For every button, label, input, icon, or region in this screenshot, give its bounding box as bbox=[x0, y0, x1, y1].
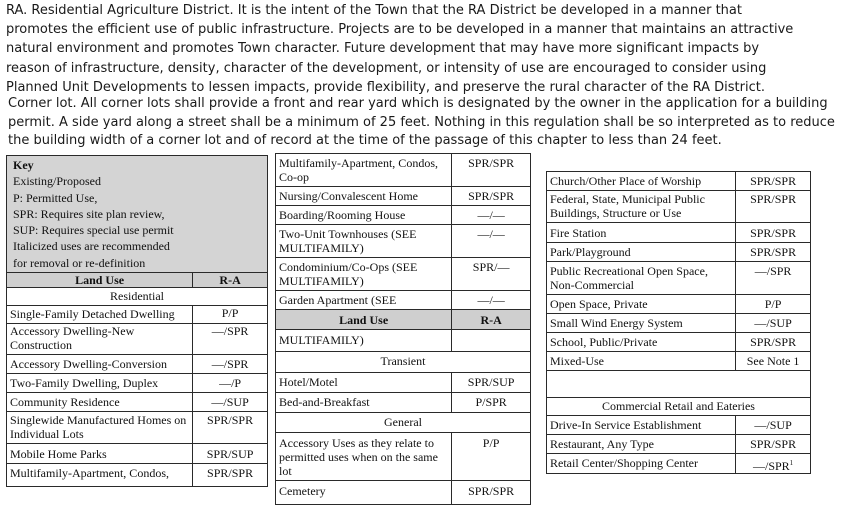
table-row bbox=[276, 433, 531, 481]
use-name-continued: MULTIFAMILY) bbox=[276, 330, 452, 352]
use-name: Park/Playground bbox=[547, 243, 736, 262]
use-value bbox=[736, 454, 811, 474]
table-row bbox=[547, 454, 811, 474]
use-value: See Note 1 bbox=[736, 352, 811, 371]
section-row bbox=[547, 398, 811, 416]
use-name: School, Public/Private bbox=[547, 333, 736, 352]
use-value: SPR/SPR bbox=[452, 187, 531, 206]
table-header-row bbox=[276, 310, 531, 330]
table-row bbox=[547, 435, 811, 454]
table-row bbox=[7, 412, 268, 444]
use-value: —/— bbox=[452, 206, 531, 225]
section-transient: Transient bbox=[276, 352, 531, 373]
use-value: SPR/SPR bbox=[736, 243, 811, 262]
use-value: —/SUP bbox=[193, 393, 268, 412]
use-value: SPR/SPR bbox=[452, 481, 531, 505]
use-value: SPR/SPR bbox=[736, 172, 811, 191]
use-name: Multifamily-Apartment, Condos, Co-op bbox=[276, 154, 452, 187]
use-name: Two-Unit Townhouses (SEE MULTIFAMILY) bbox=[276, 225, 452, 258]
use-value: —/SPR bbox=[193, 324, 268, 355]
use-name: Garden Apartment (SEE bbox=[276, 291, 452, 310]
table-row bbox=[276, 187, 531, 206]
corner-lot-description: Corner lot. All corner lots shall provide a front and rear yard which is designated by the owner in the application for a building permit. A side yard along a street shall be a minimum of 25 feet. Nothing in this regulation shall be so interpreted as to reduce the building width of a corner lot and of record at the time of the passage of this chapter to less than 24 feet. bbox=[8, 96, 835, 148]
use-name: Mobile Home Parks bbox=[7, 444, 193, 464]
table-row bbox=[547, 223, 811, 243]
table-row bbox=[547, 314, 811, 333]
use-name: Drive-In Service Establishment bbox=[547, 416, 736, 435]
table-row bbox=[547, 333, 811, 352]
table-row bbox=[276, 481, 531, 505]
key-line: Existing/Proposed bbox=[13, 174, 102, 189]
use-value: —/SPR bbox=[193, 355, 268, 374]
section-general: General bbox=[276, 413, 531, 433]
table-row bbox=[547, 262, 811, 295]
use-value: SPR/— bbox=[452, 258, 531, 291]
land-use-table-middle bbox=[275, 153, 531, 505]
use-value: —/P bbox=[193, 374, 268, 393]
use-name: Federal, State, Municipal Public Buildings, Structure or Use bbox=[547, 191, 736, 223]
key-line: SPR: Requires site plan review, bbox=[13, 206, 165, 221]
use-value: SPR/SPR bbox=[736, 435, 811, 454]
use-name: Accessory Dwelling-New Construction bbox=[7, 324, 193, 355]
use-name: Bed-and-Breakfast bbox=[276, 393, 452, 413]
footnote-marker: 1 bbox=[789, 459, 794, 467]
table-row bbox=[276, 330, 531, 352]
section-row bbox=[276, 413, 531, 433]
use-name: Condominium/Co-Ops (SEE MULTIFAMILY) bbox=[276, 258, 452, 291]
use-name: Restaurant, Any Type bbox=[547, 435, 736, 454]
district-header: R-A bbox=[452, 310, 531, 330]
key-title: Key bbox=[13, 158, 34, 172]
key-line: for removal or re-definition bbox=[13, 255, 146, 270]
table-row bbox=[276, 291, 531, 310]
section-row bbox=[7, 288, 268, 306]
table-row bbox=[547, 172, 811, 191]
use-value: SPR/SPR bbox=[193, 412, 268, 444]
use-value: —/— bbox=[452, 291, 531, 310]
use-value: —/SPR bbox=[736, 262, 811, 295]
spacer-row bbox=[547, 371, 811, 398]
district-description: RA. Residential Agriculture District. It is the intent of the Town that the RA District be developed in a manner that promotes the efficient use of public infrastructure. Projects are to be developed in a manner that maintains an attractive natural environment and promotes Town character. Future development that may have more significant impacts by reason of infrastructure, density, character of the development, or intensity of use are encouraged to consider using Planned Unit Developments to lessen impacts, provide flexibility, and preserve the rural character of the RA District. bbox=[6, 3, 794, 95]
section-commercial: Commercial Retail and Eateries bbox=[547, 398, 811, 416]
table-row bbox=[7, 324, 268, 355]
table-row bbox=[276, 258, 531, 291]
land-use-table-residential bbox=[6, 155, 268, 487]
table-row bbox=[7, 444, 268, 464]
use-name: Two-Family Dwelling, Duplex bbox=[7, 374, 193, 393]
use-value: SPR/SPR bbox=[736, 333, 811, 352]
use-name: Public Recreational Open Space, Non-Commercial bbox=[547, 262, 736, 295]
key-line: Italicized uses are recommended bbox=[13, 239, 170, 254]
use-value bbox=[452, 330, 531, 352]
use-name: Church/Other Place of Worship bbox=[547, 172, 736, 191]
use-name: Hotel/Motel bbox=[276, 373, 452, 393]
use-name: Boarding/Rooming House bbox=[276, 206, 452, 225]
table-row bbox=[276, 225, 531, 258]
land-use-header: Land Use bbox=[7, 273, 193, 288]
key-line: SUP: Requires special use permit bbox=[13, 223, 174, 238]
table-row bbox=[547, 191, 811, 223]
district-header: R-A bbox=[193, 273, 268, 288]
use-value: —/SUP bbox=[736, 314, 811, 333]
use-value: —/SUP bbox=[736, 416, 811, 435]
use-value: SPR/SPR bbox=[736, 191, 811, 223]
spacer-cell bbox=[547, 371, 736, 398]
use-value: —/— bbox=[452, 225, 531, 258]
use-value: SPR/SUP bbox=[452, 373, 531, 393]
table-row bbox=[547, 295, 811, 314]
use-name: Nursing/Convalescent Home bbox=[276, 187, 452, 206]
use-value: P/SPR bbox=[452, 393, 531, 413]
use-name: Open Space, Private bbox=[547, 295, 736, 314]
use-name: Singlewide Manufactured Homes on Individual Lots bbox=[7, 412, 193, 444]
use-name: Multifamily-Apartment, Condos, bbox=[7, 464, 193, 487]
table-row bbox=[276, 154, 531, 187]
table-row bbox=[7, 393, 268, 412]
use-value: SPR/SUP bbox=[193, 444, 268, 464]
use-value-text: —/SPR bbox=[752, 459, 790, 473]
key-line: P: Permitted Use, bbox=[13, 190, 98, 205]
table-row bbox=[7, 464, 268, 487]
key-block bbox=[7, 156, 268, 273]
land-use-table-right bbox=[546, 171, 811, 474]
use-name: Community Residence bbox=[7, 393, 193, 412]
use-name: Retail Center/Shopping Center bbox=[547, 454, 736, 474]
table-row bbox=[7, 374, 268, 393]
table-row bbox=[547, 352, 811, 371]
section-row bbox=[276, 352, 531, 373]
use-value: SPR/SPR bbox=[193, 464, 268, 487]
land-use-header: Land Use bbox=[276, 310, 452, 330]
use-name: Accessory Dwelling-Conversion bbox=[7, 355, 193, 374]
use-value: P/P bbox=[736, 295, 811, 314]
spacer-cell bbox=[736, 371, 811, 398]
table-row bbox=[547, 243, 811, 262]
use-value: P/P bbox=[452, 433, 531, 481]
use-value: P/P bbox=[193, 306, 268, 324]
use-name: Accessory Uses as they relate to permitted uses when on the same lot bbox=[276, 433, 452, 481]
table-row bbox=[276, 393, 531, 413]
use-name: Single-Family Detached Dwelling bbox=[7, 306, 193, 324]
use-name: Fire Station bbox=[547, 223, 736, 243]
section-residential: Residential bbox=[7, 288, 268, 306]
table-row bbox=[7, 355, 268, 374]
use-name: Cemetery bbox=[276, 481, 452, 505]
use-name: Small Wind Energy System bbox=[547, 314, 736, 333]
table-row bbox=[276, 373, 531, 393]
use-value: SPR/SPR bbox=[736, 223, 811, 243]
use-name: Mixed-Use bbox=[547, 352, 736, 371]
table-row bbox=[276, 206, 531, 225]
table-row bbox=[7, 306, 268, 324]
table-header-row bbox=[7, 273, 268, 288]
use-value: SPR/SPR bbox=[452, 154, 531, 187]
table-row bbox=[547, 416, 811, 435]
